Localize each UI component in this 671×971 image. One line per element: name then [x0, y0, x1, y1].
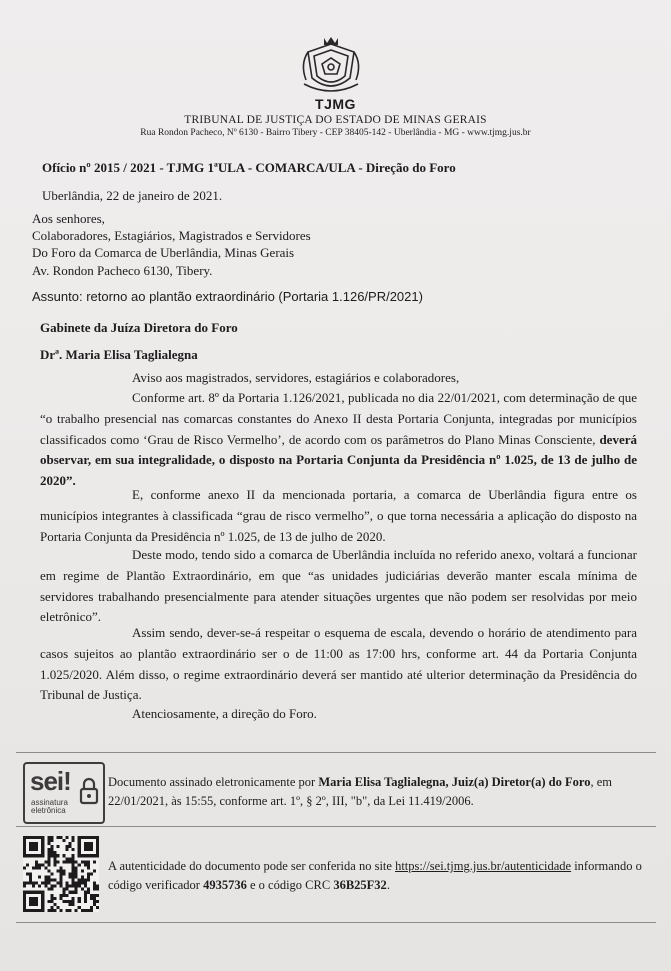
letter-date: Uberlândia, 22 de janeiro de 2021. [42, 188, 223, 203]
sei-logo-text: sei! [30, 766, 71, 796]
recipient-line: Av. Rondon Pacheco 6130, Tibery. [32, 263, 213, 278]
sei-logo-subtitle [31, 799, 68, 815]
signature-text [108, 773, 648, 811]
divider [16, 922, 656, 923]
verification-text-part: informando o código verificador [108, 859, 642, 892]
paragraph-4-text: Assim sendo, dever-se-á respeitar o esquema de escala, devendo o horário de atendimento para casos sujeitos ao plantão extraordinário ser o de 11:00 as 17:00 hrs, conforme art. 44 da Portaria Conjunta 1.025/2020. Além disso, o regime extraordinário deverá ser mantido até ulterior determinação da Presidência do Tribunal de Justiça. [40, 625, 637, 703]
divider [16, 752, 656, 753]
verification-text-part: A autenticidade do documento pode ser conferida no site [108, 859, 396, 873]
court-address: Rua Rondon Pacheco, Nº 6130 - Bairro Tibery - CEP 38405-142 - Uberlândia - MG - www.tjmg.jus.br [140, 128, 531, 138]
recipient-line: Aos senhores, [32, 211, 105, 226]
signature-text-part: , em 22/01/2021, às 15:55, conforme art. 1º, § 2º, III, "b", da Lei 11.419/2006. [108, 775, 612, 808]
qr-code-icon [23, 836, 99, 912]
judge-name: Drª. Maria Elisa Taglialegna [40, 347, 198, 362]
lock-icon [79, 776, 99, 806]
signature-text-part: Documento assinado eletronicamente por [108, 775, 319, 789]
verification-link[interactable]: https://sei.tjmg.jus.br/autenticidade [395, 859, 572, 873]
court-name: TRIBUNAL DE JUSTIÇA DO ESTADO DE MINAS GERAIS [184, 114, 487, 126]
paragraph-3 [40, 545, 637, 628]
tjmg-coat-of-arms-icon [296, 34, 366, 100]
recipient-line: Colaboradores, Estagiários, Magistrados e Servidores [32, 228, 311, 243]
sei-logo [23, 762, 105, 824]
signer-name: Maria Elisa Taglialegna, Juiz(a) Diretor(a) do Foro [318, 775, 591, 789]
greeting: Aviso aos magistrados, servidores, estagiários e colaboradores, [132, 370, 460, 385]
sei-sub-line-1: assinatura [31, 798, 68, 807]
paragraph-4 [40, 623, 637, 706]
divider [16, 826, 656, 827]
verification-text-part: e o código CRC [246, 878, 334, 892]
paragraph-1-bold: deverá observar, em sua integralidade, o disposto na Portaria Conjunta da Presidência nº 1.025, de 13 de julho de 2020”. [40, 431, 637, 489]
letter-subject: Assunto: retorno ao plantão extraordinário (Portaria 1.126/PR/2021) [32, 289, 423, 304]
verification-text-part: . [386, 878, 390, 892]
verifier-code: 4935736 [203, 878, 247, 892]
paragraph-2 [40, 485, 637, 547]
paragraph-1-text: Conforme art. 8º da Portaria 1.126/2021, publicada no dia 22/01/2021, com determinação de que “o trabalho presencial nas comarcas constantes do Anexo II desta Portaria Conjunta, integradas por municípios classificados como ‘Grau de Risco Vermelho’, de acordo com os parâmetros do Plano Minas Consciente, [40, 390, 637, 447]
paragraph-1 [40, 388, 637, 492]
letter-reference: Ofício nº 2015 / 2021 - TJMG 1ªULA - COMARCA/ULA - Direção do Foro [42, 160, 456, 175]
closing: Atenciosamente, a direção do Foro. [132, 706, 317, 721]
sei-sub-line-2: eletrônica [31, 806, 66, 815]
recipient-line: Do Foro da Comarca de Uberlândia, Minas Gerais [32, 245, 295, 260]
verification-text [108, 857, 648, 895]
paragraph-2-text: E, conforme anexo II da mencionada portaria, a comarca de Uberlândia figura entre os municípios integrantes à classificada “grau de risco vermelho”, o que torna necessária a aplicação do disposto na Portaria Conjunta da Presidência nº 1.025, de 13 de julho de 2020. [40, 487, 637, 544]
tjmg-logo-text: TJMG [315, 96, 356, 112]
crc-code: 36B25F32 [333, 878, 387, 892]
office-title: Gabinete da Juíza Diretora do Foro [40, 320, 238, 335]
paragraph-3-text: Deste modo, tendo sido a comarca de Uberlândia incluída no referido anexo, voltará a funcionar em regime de Plantão Extraordinário, em que “as unidades judiciárias deverão manter escala mínima de servidores trabalhando presencialmente para atender situações urgentes que não podem ser resolvidas por meio eletrônico”. [40, 547, 637, 625]
